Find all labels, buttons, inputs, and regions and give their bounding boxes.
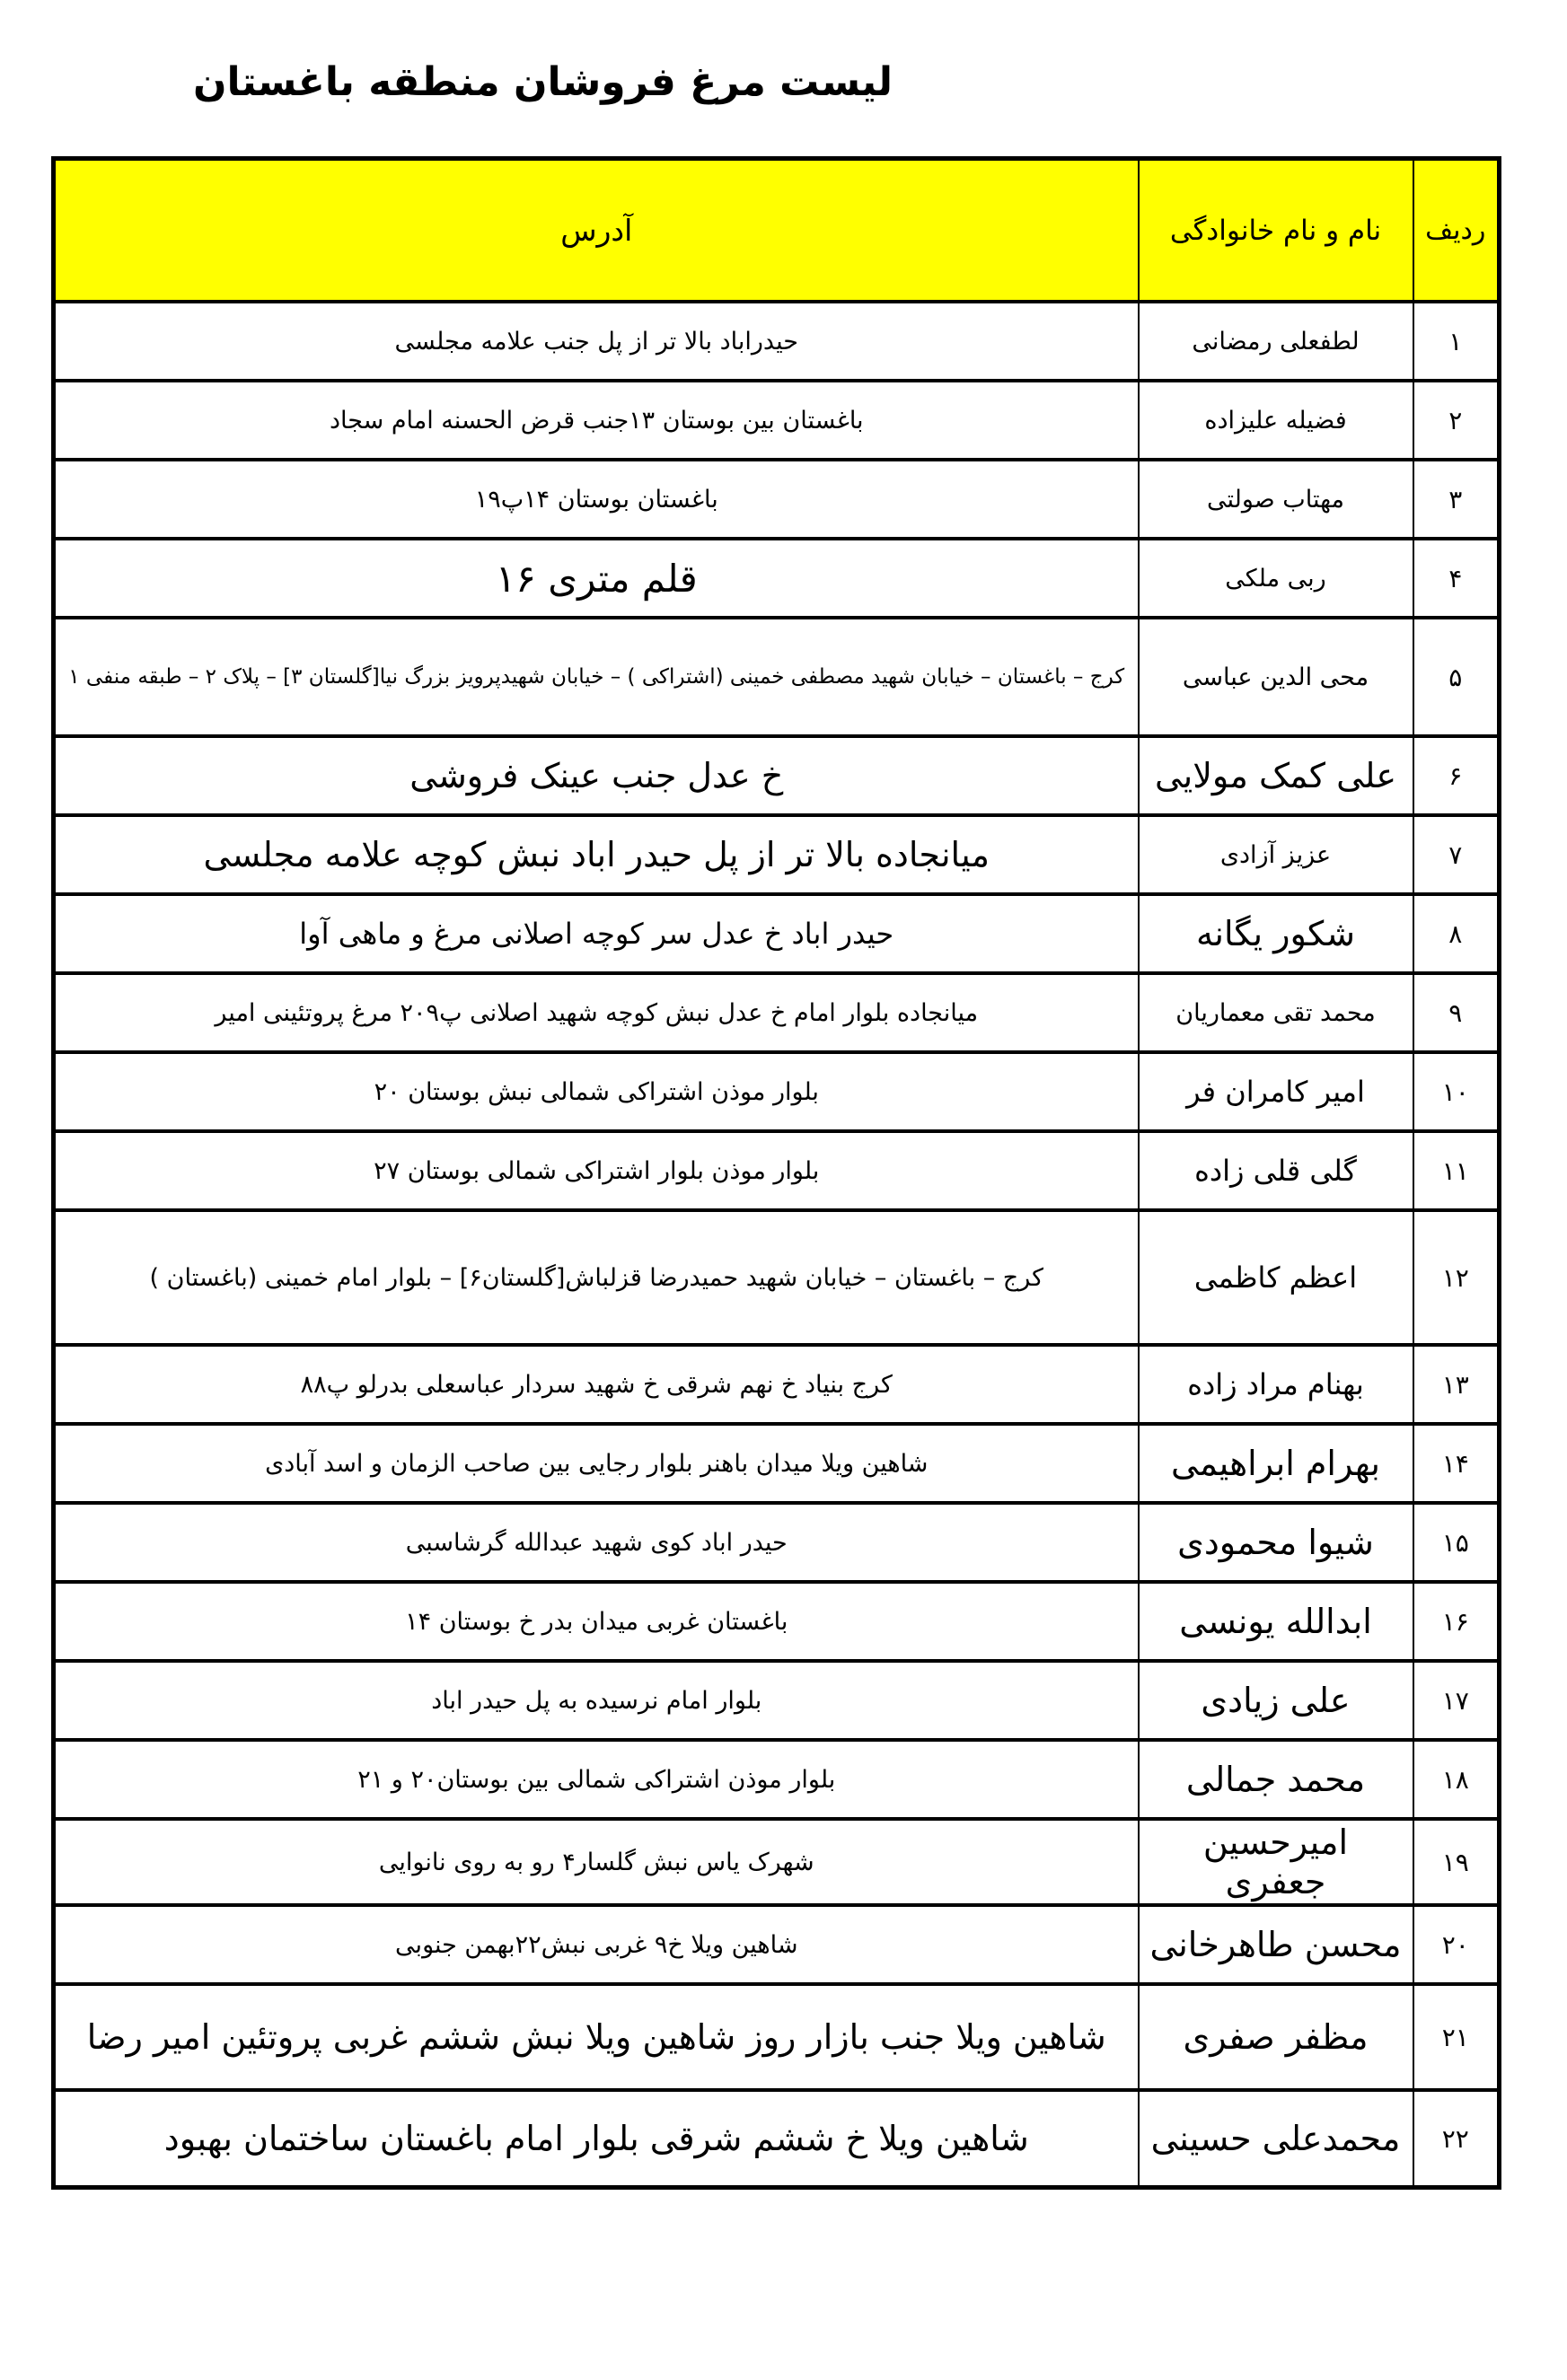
- cell-row-number: ۶: [1413, 736, 1500, 815]
- cell-row-number: ۱۹: [1413, 1819, 1500, 1905]
- table-body: [54, 302, 1500, 2187]
- table-row: [54, 302, 1500, 381]
- cell-row-number: ۸: [1413, 894, 1500, 973]
- cell-address: شاهین ویلا جنب بازار روز شاهین ویلا نبش ششم غربی پروتئین امیر رضا: [54, 1984, 1139, 2090]
- cell-address: قلم متری ۱۶: [54, 539, 1139, 618]
- cell-address: کرج بنیاد خ نهم شرقی خ شهید سردار عباسعلی بدرلو پ۸۸: [54, 1345, 1139, 1424]
- cell-address: حیدر اباد خ عدل سر کوچه اصلانی مرغ و ماهی آوا: [54, 894, 1139, 973]
- cell-address: خ عدل جنب عینک فروشی: [54, 736, 1139, 815]
- cell-address: باغستان بوستان ۱۴پ۱۹: [54, 460, 1139, 539]
- cell-address: بلوار امام نرسیده به پل حیدر اباد: [54, 1661, 1139, 1740]
- page-title: لیست مرغ فروشان منطقه باغستان: [193, 59, 893, 105]
- cell-name: مهتاب صولتی: [1139, 460, 1413, 539]
- cell-address: بلوار موذن اشتراکی شمالی نبش بوستان ۲۰: [54, 1052, 1139, 1131]
- cell-name: شکور یگانه: [1139, 894, 1413, 973]
- cell-row-number: ۲۲: [1413, 2090, 1500, 2187]
- cell-address: بلوار موذن بلوار اشتراکی شمالی بوستان ۲۷: [54, 1131, 1139, 1210]
- cell-row-number: ۱۳: [1413, 1345, 1500, 1424]
- cell-address: حیدراباد بالا تر از پل جنب علامه مجلسی: [54, 302, 1139, 381]
- cell-name: اعظم کاظمی: [1139, 1210, 1413, 1345]
- sellers-table: [51, 156, 1501, 2190]
- header-cell-name: نام و نام خانوادگی: [1139, 158, 1413, 302]
- cell-name: گلی قلی زاده: [1139, 1131, 1413, 1210]
- cell-row-number: ۱۸: [1413, 1740, 1500, 1819]
- cell-row-number: ۲۰: [1413, 1905, 1500, 1984]
- cell-row-number: ۹: [1413, 973, 1500, 1052]
- cell-address: باغستان بین بوستان ۱۳جنب قرض الحسنه امام سجاد: [54, 381, 1139, 460]
- cell-row-number: ۱۶: [1413, 1582, 1500, 1661]
- cell-row-number: ۵: [1413, 618, 1500, 736]
- table-row: [54, 1984, 1500, 2090]
- cell-name: علی کمک مولایی: [1139, 736, 1413, 815]
- cell-address: کرج – باغستان – خیابان شهید مصطفی خمینی (اشتراکی ) – خیابان شهیدپرویز بزرگ نیا[گلستان ۳] – پلاک ۲ – طبقه منفی ۱: [54, 618, 1139, 736]
- table-row: [54, 1424, 1500, 1503]
- cell-address: کرج – باغستان – خیابان شهید حمیدرضا قزلباش[گلستان۶] – بلوار امام خمینی (باغستان ): [54, 1210, 1139, 1345]
- cell-name: محی الدین عباسی: [1139, 618, 1413, 736]
- table-row: [54, 618, 1500, 736]
- cell-row-number: ۱۴: [1413, 1424, 1500, 1503]
- cell-name: محسن طاهرخانی: [1139, 1905, 1413, 1984]
- table-row: [54, 894, 1500, 973]
- table-row: [54, 973, 1500, 1052]
- cell-address: شاهین ویلا میدان باهنر بلوار رجایی بین صاحب الزمان و اسد آبادی: [54, 1424, 1139, 1503]
- table-row: [54, 381, 1500, 460]
- table-row: [54, 539, 1500, 618]
- header-cell-address: آدرس: [54, 158, 1139, 302]
- cell-name: ابدالله یونسی: [1139, 1582, 1413, 1661]
- cell-address: شاهین ویلا خ۹ غربی نبش۲۲بهمن جنوبی: [54, 1905, 1139, 1984]
- cell-name: علی زیادی: [1139, 1661, 1413, 1740]
- table-row: [54, 736, 1500, 815]
- table-row: [54, 1905, 1500, 1984]
- table-row: [54, 460, 1500, 539]
- cell-name: عزیز آزادی: [1139, 815, 1413, 894]
- table-row: [54, 1345, 1500, 1424]
- table-row: [54, 1131, 1500, 1210]
- cell-name: محمد جمالی: [1139, 1740, 1413, 1819]
- cell-address: حیدر اباد کوی شهید عبدالله گرشاسبی: [54, 1503, 1139, 1582]
- cell-row-number: ۱: [1413, 302, 1500, 381]
- table-row: [54, 2090, 1500, 2187]
- cell-name: بهرام ابراهیمی: [1139, 1424, 1413, 1503]
- table-row: [54, 1052, 1500, 1131]
- cell-name: ربی ملکی: [1139, 539, 1413, 618]
- cell-name: بهنام مراد زاده: [1139, 1345, 1413, 1424]
- cell-row-number: ۴: [1413, 539, 1500, 618]
- table-row: [54, 1740, 1500, 1819]
- cell-address: میانجاده بلوار امام خ عدل نبش کوچه شهید اصلانی پ۲۰۹ مرغ پروتئینی امیر: [54, 973, 1139, 1052]
- cell-row-number: ۳: [1413, 460, 1500, 539]
- table-row: [54, 1819, 1500, 1905]
- table-row: [54, 1661, 1500, 1740]
- cell-address: باغستان غربی میدان بدر خ بوستان ۱۴: [54, 1582, 1139, 1661]
- cell-name: امیر کامران فر: [1139, 1052, 1413, 1131]
- header-cell-row-number: ردیف: [1413, 158, 1500, 302]
- header-row: [54, 158, 1500, 302]
- cell-address: شهرک یاس نبش گلسار۴ رو به روی نانوایی: [54, 1819, 1139, 1905]
- cell-name: محمد تقی معماریان: [1139, 973, 1413, 1052]
- cell-address: میانجاده بالا تر از پل حیدر اباد نبش کوچه علامه مجلسی: [54, 815, 1139, 894]
- table-row: [54, 1210, 1500, 1345]
- cell-row-number: ۱۵: [1413, 1503, 1500, 1582]
- cell-name: شیوا محمودی: [1139, 1503, 1413, 1582]
- cell-name: امیرحسین جعفری: [1139, 1819, 1413, 1905]
- cell-name: مظفر صفری: [1139, 1984, 1413, 2090]
- cell-name: لطفعلی رمضانی: [1139, 302, 1413, 381]
- cell-row-number: ۱۰: [1413, 1052, 1500, 1131]
- cell-row-number: ۱۲: [1413, 1210, 1500, 1345]
- sellers-table-wrap: [51, 156, 1567, 2190]
- table-row: [54, 815, 1500, 894]
- cell-name: محمدعلی حسینی: [1139, 2090, 1413, 2187]
- table-row: [54, 1582, 1500, 1661]
- cell-row-number: ۱۷: [1413, 1661, 1500, 1740]
- cell-name: فضیله علیزاده: [1139, 381, 1413, 460]
- table-row: [54, 1503, 1500, 1582]
- cell-address: شاهین ویلا خ ششم شرقی بلوار امام باغستان ساختمان بهبود: [54, 2090, 1139, 2187]
- cell-row-number: ۲۱: [1413, 1984, 1500, 2090]
- cell-row-number: ۲: [1413, 381, 1500, 460]
- cell-row-number: ۷: [1413, 815, 1500, 894]
- cell-address: بلوار موذن اشتراکی شمالی بین بوستان۲۰ و ۲۱: [54, 1740, 1139, 1819]
- cell-row-number: ۱۱: [1413, 1131, 1500, 1210]
